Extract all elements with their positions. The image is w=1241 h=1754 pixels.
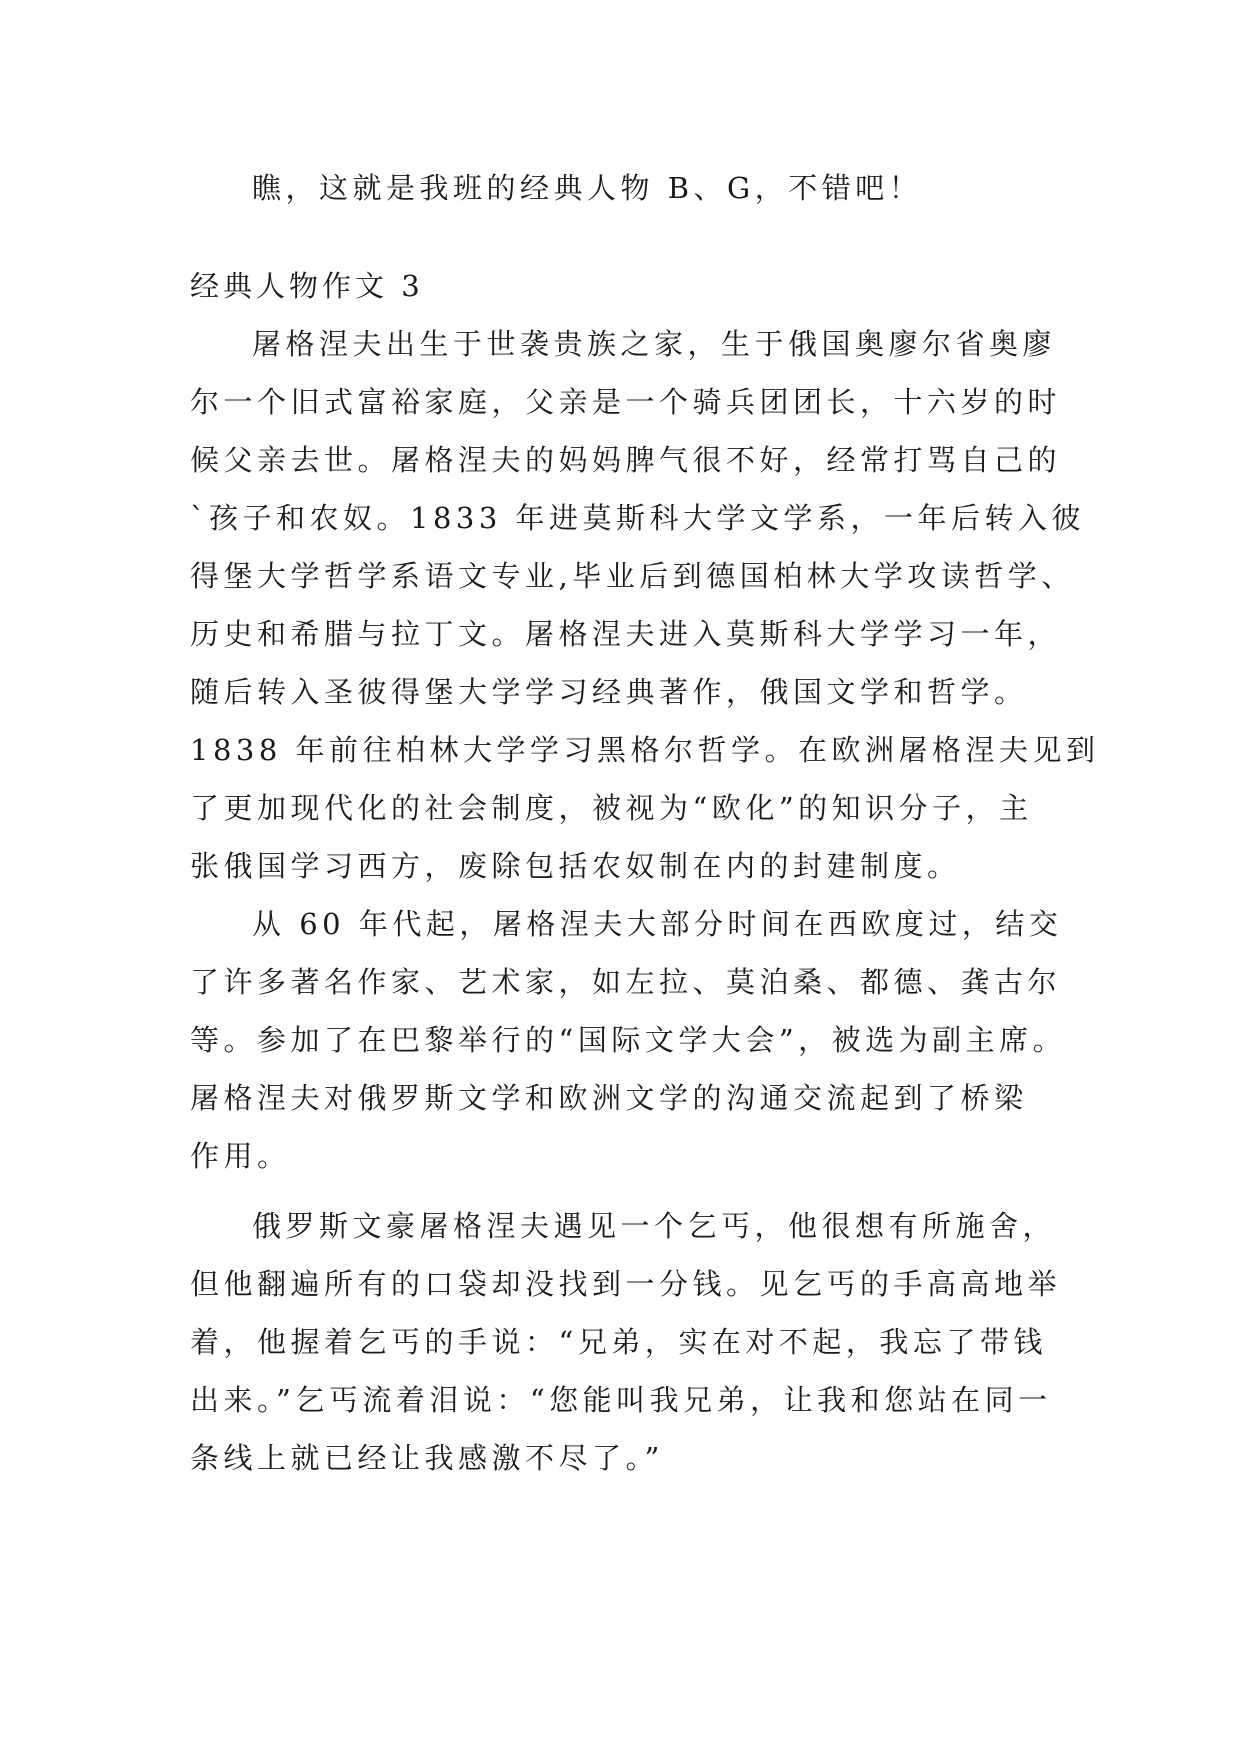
paragraph-line: 出来。”乞丐流着泪说：“您能叫我兄弟，让我和您站在同一 xyxy=(190,1383,1052,1417)
paragraph-line: 历史和希腊与拉丁文。屠格涅夫进入莫斯科大学学习一年， xyxy=(190,617,1062,651)
spacer xyxy=(190,1185,1060,1197)
paragraph-line: `孩子和农奴。1833 年进莫斯科大学文学系，一年后转入彼 xyxy=(190,501,1086,535)
spacer xyxy=(190,217,1060,257)
paragraph-line: 候父亲去世。屠格涅夫的妈妈脾气很不好，经常打骂自己的 xyxy=(190,443,1062,477)
paragraph-line: 得堡大学哲学系语文专业,毕业后到德国柏林大学攻读哲学、 xyxy=(190,559,1075,593)
paragraph-2 xyxy=(190,895,1067,1185)
document-body xyxy=(190,159,1100,1487)
paragraph-line: 屠格涅夫出生于世袭贵族之家，生于俄国奥廖尔省奥廖 xyxy=(252,327,1057,361)
paragraph-line: 从 60 年代起，屠格涅夫大部分时间在西欧度过，结交 xyxy=(252,907,1063,941)
paragraph-line: 着，他握着乞丐的手说：“兄弟，实在对不起，我忘了带钱 xyxy=(190,1325,1047,1359)
paragraph-line: 随后转入圣彼得堡大学学习经典著作，俄国文学和哲学。 xyxy=(190,675,1028,709)
paragraph-line: 等。参加了在巴黎举行的“国际文学大会”，被选为副主席。 xyxy=(190,1023,1067,1057)
paragraph-line: 作用。 xyxy=(190,1139,291,1173)
paragraph-1 xyxy=(190,315,1100,895)
paragraph-line: 屠格涅夫对俄罗斯文学和欧洲文学的沟通交流起到了桥梁 xyxy=(190,1081,1028,1115)
paragraph-line: 1838 年前往柏林大学学习黑格尔哲学。在欧洲屠格涅夫见到 xyxy=(190,733,1100,767)
paragraph-line: 尔一个旧式富裕家庭，父亲是一个骑兵团团长，十六岁的时 xyxy=(190,385,1062,419)
paragraph-3 xyxy=(190,1197,1060,1487)
paragraph-line: 但他翻遍所有的口袋却没找到一分钱。见乞丐的手高高地举 xyxy=(190,1267,1062,1301)
intro-line: 瞧，这就是我班的经典人物 B、G，不错吧！ xyxy=(252,171,923,205)
paragraph-line: 条线上就已经让我感激不尽了。” xyxy=(190,1441,664,1475)
paragraph-line: 俄罗斯文豪屠格涅夫遇见一个乞丐，他很想有所施舍， xyxy=(252,1209,1057,1243)
paragraph-line: 了许多著名作家、艺术家，如左拉、莫泊桑、都德、龚古尔 xyxy=(190,965,1062,999)
section-heading: 经典人物作文 3 xyxy=(190,269,424,303)
paragraph-line: 了更加现代化的社会制度，被视为“欧化”的知识分子，主 xyxy=(190,791,1033,825)
paragraph-line: 张俄国学习西方，废除包括农奴制在内的封建制度。 xyxy=(190,849,961,883)
